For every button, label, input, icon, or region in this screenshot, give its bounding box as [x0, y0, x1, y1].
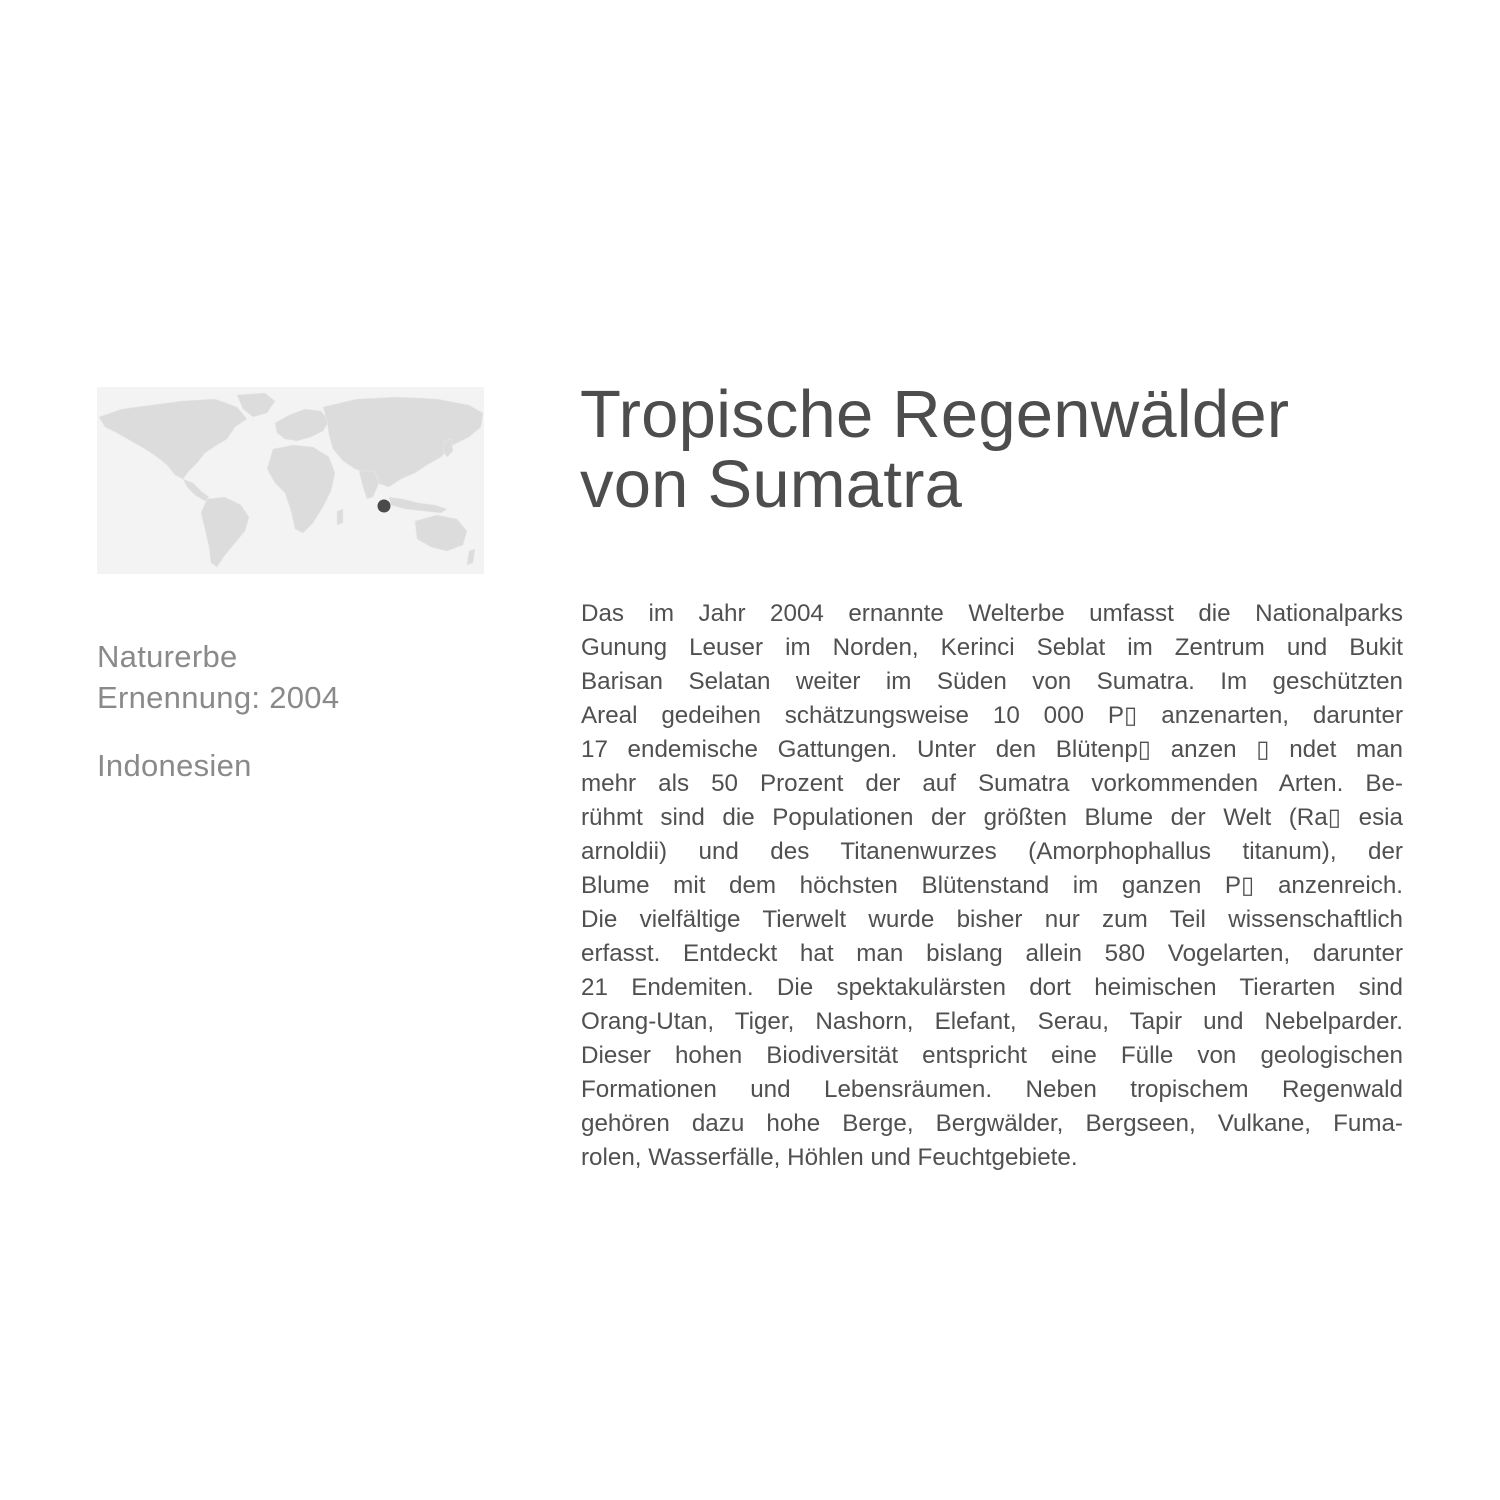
title-line-2: von Sumatra [580, 447, 963, 522]
body-line: erfasst. Entdeckt hat man bislang allein 580 Vogelarten, darunter [581, 940, 1403, 967]
body-line: Gunung Leuser im Norden, Kerinci Seblat im Zentrum und Bukit [581, 634, 1403, 661]
body-line: Das im Jahr 2004 ernannte Welterbe umfasst die Nationalparks [581, 600, 1403, 627]
heritage-category: Naturerbe [97, 639, 238, 674]
body-line: Formationen und Lebensräumen. Neben tropischem Regenwald [581, 1076, 1403, 1103]
country-name: Indonesien [97, 748, 252, 783]
continent-madagascar [337, 509, 343, 525]
location-marker [378, 500, 391, 513]
designation-year: Ernennung: 2004 [97, 680, 340, 715]
body-line: Blume mit dem höchsten Blütenstand im ganzen P▯ anzenreich. [581, 872, 1403, 899]
world-map [97, 387, 484, 574]
body-line: rolen, Wasserfälle, Höhlen und Feuchtgebiete. [581, 1144, 1078, 1171]
body-line: Areal gedeihen schätzungsweise 10 000 P▯ anzenarten, darunter [581, 702, 1403, 729]
body-line: 17 endemische Gattungen. Unter den Blütenp▯ anzen ▯ ndet man [581, 736, 1403, 763]
body-line: Barisan Selatan weiter im Süden von Sumatra. Im geschützten [581, 668, 1403, 695]
description-text [581, 597, 1403, 1175]
title-line-1: Tropische Regenwälder [580, 377, 1290, 452]
world-map-graphic [97, 387, 484, 574]
body-line: 21 Endemiten. Die spektakulärsten dort heimischen Tierarten sind [581, 974, 1403, 1001]
body-line: Orang-Utan, Tiger, Nashorn, Elefant, Serau, Tapir und Nebelparder. [581, 1008, 1403, 1035]
page-title [580, 377, 1460, 522]
site-info [97, 636, 517, 786]
body-line: Dieser hohen Biodiversität entspricht eine Fülle von geologischen [581, 1042, 1403, 1069]
body-line: mehr als 50 Prozent der auf Sumatra vorkommenden Arten. Be- [581, 770, 1403, 797]
body-line: gehören dazu hohe Berge, Bergwälder, Bergseen, Vulkane, Fuma- [581, 1110, 1403, 1137]
body-line: Die vielfältige Tierwelt wurde bisher nur zum Teil wissenschaftlich [581, 906, 1403, 933]
body-line: rühmt sind die Populationen der größten Blume der Welt (Ra▯ esia [581, 804, 1403, 831]
body-line: arnoldii) und des Titanenwurzes (Amorphophallus titanum), der [581, 838, 1403, 865]
